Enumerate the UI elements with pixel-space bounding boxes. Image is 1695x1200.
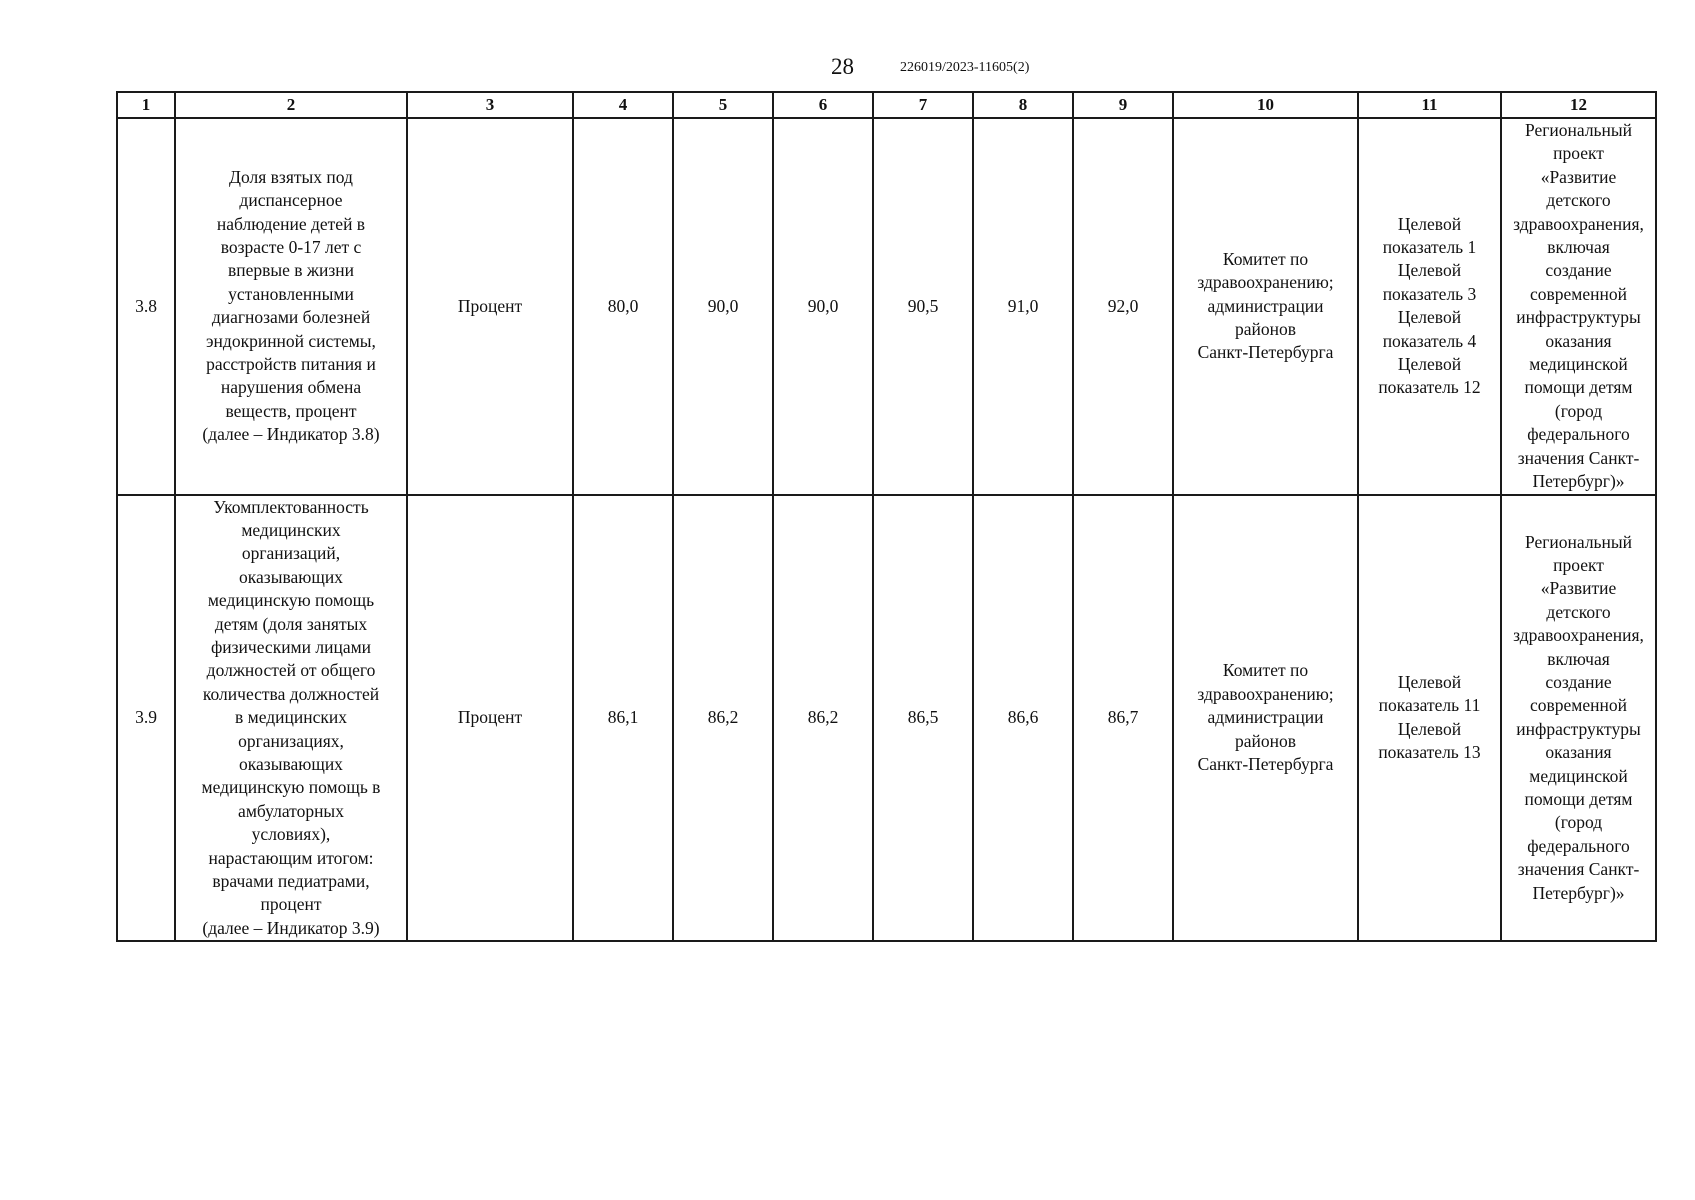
column-header: 1 [117,92,175,118]
value-cell: 86,6 [973,495,1073,942]
indicators-table [116,91,1657,942]
target-indicators-cell: Целевой показатель 11 Целевой показатель 13 [1358,495,1501,942]
column-header-row [117,92,1656,118]
column-header: 12 [1501,92,1656,118]
regional-project-cell: Региональный проект «Развитие детского здравоохранения, включая создание современной инфраструктуры оказания медицинской помощи детям (город федерального значения Санкт- Петербург)» [1501,118,1656,495]
responsible-cell: Комитет по здравоохранению; администрации районов Санкт-Петербурга [1173,495,1358,942]
page-header [0,52,1695,82]
value-cell: 91,0 [973,118,1073,495]
value-cell: 86,2 [773,495,873,942]
value-cell: 92,0 [1073,118,1173,495]
table-row [117,118,1656,495]
value-cell: 80,0 [573,118,673,495]
column-header: 8 [973,92,1073,118]
document-number: 226019/2023-11605(2) [900,60,1030,75]
value-cell: 86,2 [673,495,773,942]
page-number: 28 [831,54,854,79]
value-cell: 86,5 [873,495,973,942]
column-header: 5 [673,92,773,118]
responsible-cell: Комитет по здравоохранению; администрации районов Санкт-Петербурга [1173,118,1358,495]
value-cell: 86,7 [1073,495,1173,942]
value-cell: 86,1 [573,495,673,942]
value-cell: 90,0 [773,118,873,495]
indicator-name: Доля взятых под диспансерное наблюдение детей в возрасте 0-17 лет с впервые в жизни установленными диагнозами болезней эндокринной системы, расстройств питания и нарушения обмена веществ, процент (далее – Индикатор 3.8) [175,118,407,495]
column-header: 2 [175,92,407,118]
target-indicators-cell: Целевой показатель 1 Целевой показатель 3 Целевой показатель 4 Целевой показатель 12 [1358,118,1501,495]
table-row [117,495,1656,942]
column-header: 4 [573,92,673,118]
unit-cell: Процент [407,118,573,495]
value-cell: 90,5 [873,118,973,495]
unit-cell: Процент [407,495,573,942]
column-header: 11 [1358,92,1501,118]
column-header: 3 [407,92,573,118]
column-header: 6 [773,92,873,118]
column-header: 10 [1173,92,1358,118]
column-header: 7 [873,92,973,118]
indicator-name: Укомплектованность медицинских организаций, оказывающих медицинскую помощь детям (доля занятых физическими лицами должностей от общего количества должностей в медицинских организациях, оказывающих медицинскую помощь в амбулаторных условиях), нарастающим итогом: врачами педиатрами, процент (далее – Индикатор 3.9) [175,495,407,942]
column-header: 9 [1073,92,1173,118]
indicator-number: 3.9 [117,495,175,942]
regional-project-cell: Региональный проект «Развитие детского здравоохранения, включая создание современной инфраструктуры оказания медицинской помощи детям (город федерального значения Санкт- Петербург)» [1501,495,1656,942]
indicator-number: 3.8 [117,118,175,495]
value-cell: 90,0 [673,118,773,495]
